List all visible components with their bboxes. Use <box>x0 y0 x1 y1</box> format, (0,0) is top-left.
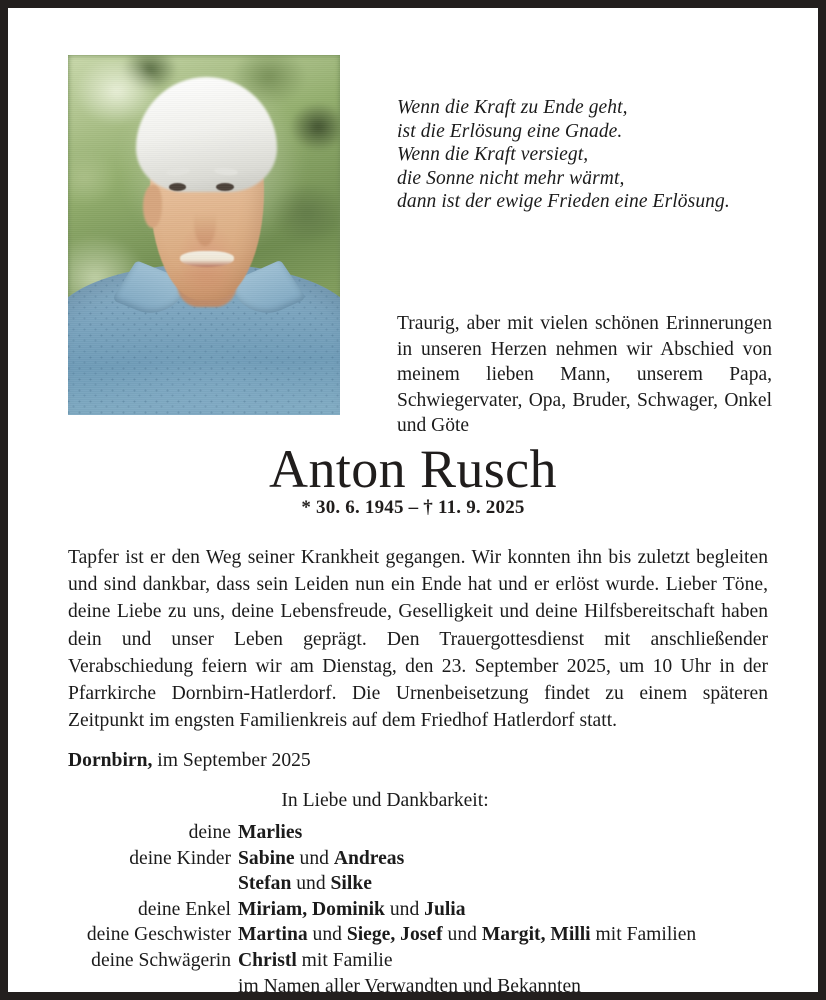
family-block <box>8 788 818 999</box>
family-heading: In Liebe und Dankbarkeit: <box>281 790 489 811</box>
family-row <box>8 974 818 1000</box>
family-relation-label: deine Geschwister <box>86 924 231 946</box>
family-member-name: Miriam, Dominik <box>238 898 385 920</box>
family-member-name: Stefan <box>238 873 292 895</box>
family-member-name: Andreas <box>333 847 405 869</box>
verse-line: die Sonne nicht mehr wärmt, <box>397 167 625 189</box>
verse-line: ist die Erlösung eine Gnade. <box>397 120 623 142</box>
photo-ear <box>143 185 162 228</box>
family-names <box>238 974 818 1000</box>
family-row <box>8 897 818 923</box>
family-names <box>238 948 818 974</box>
photo-eye-right <box>216 183 234 191</box>
deceased-name: Anton Rusch <box>269 439 557 499</box>
family-relation-label: deine <box>188 822 231 843</box>
notice-paper <box>8 8 818 997</box>
notice-month-year: im September 2025 <box>152 750 311 771</box>
family-row <box>8 846 818 872</box>
place-name: Dornbirn, <box>68 750 153 771</box>
family-names <box>238 922 818 948</box>
verse-line: Wenn die Kraft versiegt, <box>397 144 589 166</box>
birth-death-dates: * 30. 6. 1945 – † 11. 9. 2025 <box>301 497 525 518</box>
family-member-name: Sabine <box>238 847 295 869</box>
family-names <box>238 820 818 846</box>
memorial-verse <box>397 96 777 214</box>
family-rows <box>8 820 818 999</box>
family-member-name: Margit, Milli <box>481 924 591 946</box>
family-row <box>8 922 818 948</box>
family-connector-text: und <box>442 924 482 946</box>
family-member-name: Christl <box>238 949 297 971</box>
photo-nose <box>194 199 216 246</box>
family-row <box>8 871 818 897</box>
family-relation-label: deine Enkel <box>137 898 231 920</box>
family-names <box>238 871 818 897</box>
family-member-name: Martina <box>238 924 308 946</box>
family-relation-label: deine Schwägerin <box>91 949 231 971</box>
family-names <box>238 897 818 923</box>
family-connector-text: im Namen aller Verwandten und Bekannten <box>238 975 581 997</box>
verse-line: Wenn die Kraft zu Ende geht, <box>397 97 628 118</box>
family-connector-text: und <box>307 924 347 946</box>
family-member-name: Julia <box>424 898 466 920</box>
obituary-body-text: Tapfer ist er den Weg seiner Krankheit gegangen. Wir konnten ihn bis zuletzt begleiten und sind dankbar, dass sein Leiden nun ein Ende hat und er erlöst wurde. Lieber Töne, deine Liebe zu uns, deine Lebensfreude, Geselligkeit und deine Hilfsbereitschaft haben dein und unser Leben geprägt. Den Trauergottesdienst mit anschließender Verabschiedung feiern wir am Dienstag, den 23. September 2025, um 10 Uhr in der Pfarrkirche Dornbirn-Hatlerdorf. Die Urnenbeisetzung findet zu einem späteren Zeitpunkt im engsten Familienkreis auf dem Friedhof Hatlerdorf statt. <box>68 547 768 732</box>
photo-chin <box>171 271 242 307</box>
verse-line: dann ist der ewige Frieden eine Erlösung. <box>397 191 730 213</box>
family-connector-text: und <box>291 873 331 895</box>
place-and-date-line <box>68 748 311 774</box>
family-connector-text: und <box>384 898 425 920</box>
family-member-name: Silke <box>330 873 372 895</box>
portrait-photo <box>68 55 340 415</box>
photo-smiling-mouth <box>180 251 234 267</box>
family-row <box>8 948 818 974</box>
family-relation-label: deine Kinder <box>129 847 231 869</box>
family-connector-text: und <box>294 847 334 869</box>
family-member-name: Marlies <box>238 822 303 843</box>
family-member-name: Siege, Josef <box>346 924 443 946</box>
introduction-text: Traurig, aber mit vielen schönen Erinnerungen in unseren Herzen nehmen wir Abschied von meinem lieben Mann, unserem Papa, Schwiegervater, Opa, Bruder, Schwager, Onkel und Göte <box>397 313 772 437</box>
photo-eye-left <box>169 183 187 191</box>
family-connector-text: mit Familien <box>590 924 697 946</box>
family-names <box>238 846 818 872</box>
family-connector-text: mit Familie <box>296 949 393 971</box>
family-row <box>8 820 818 846</box>
